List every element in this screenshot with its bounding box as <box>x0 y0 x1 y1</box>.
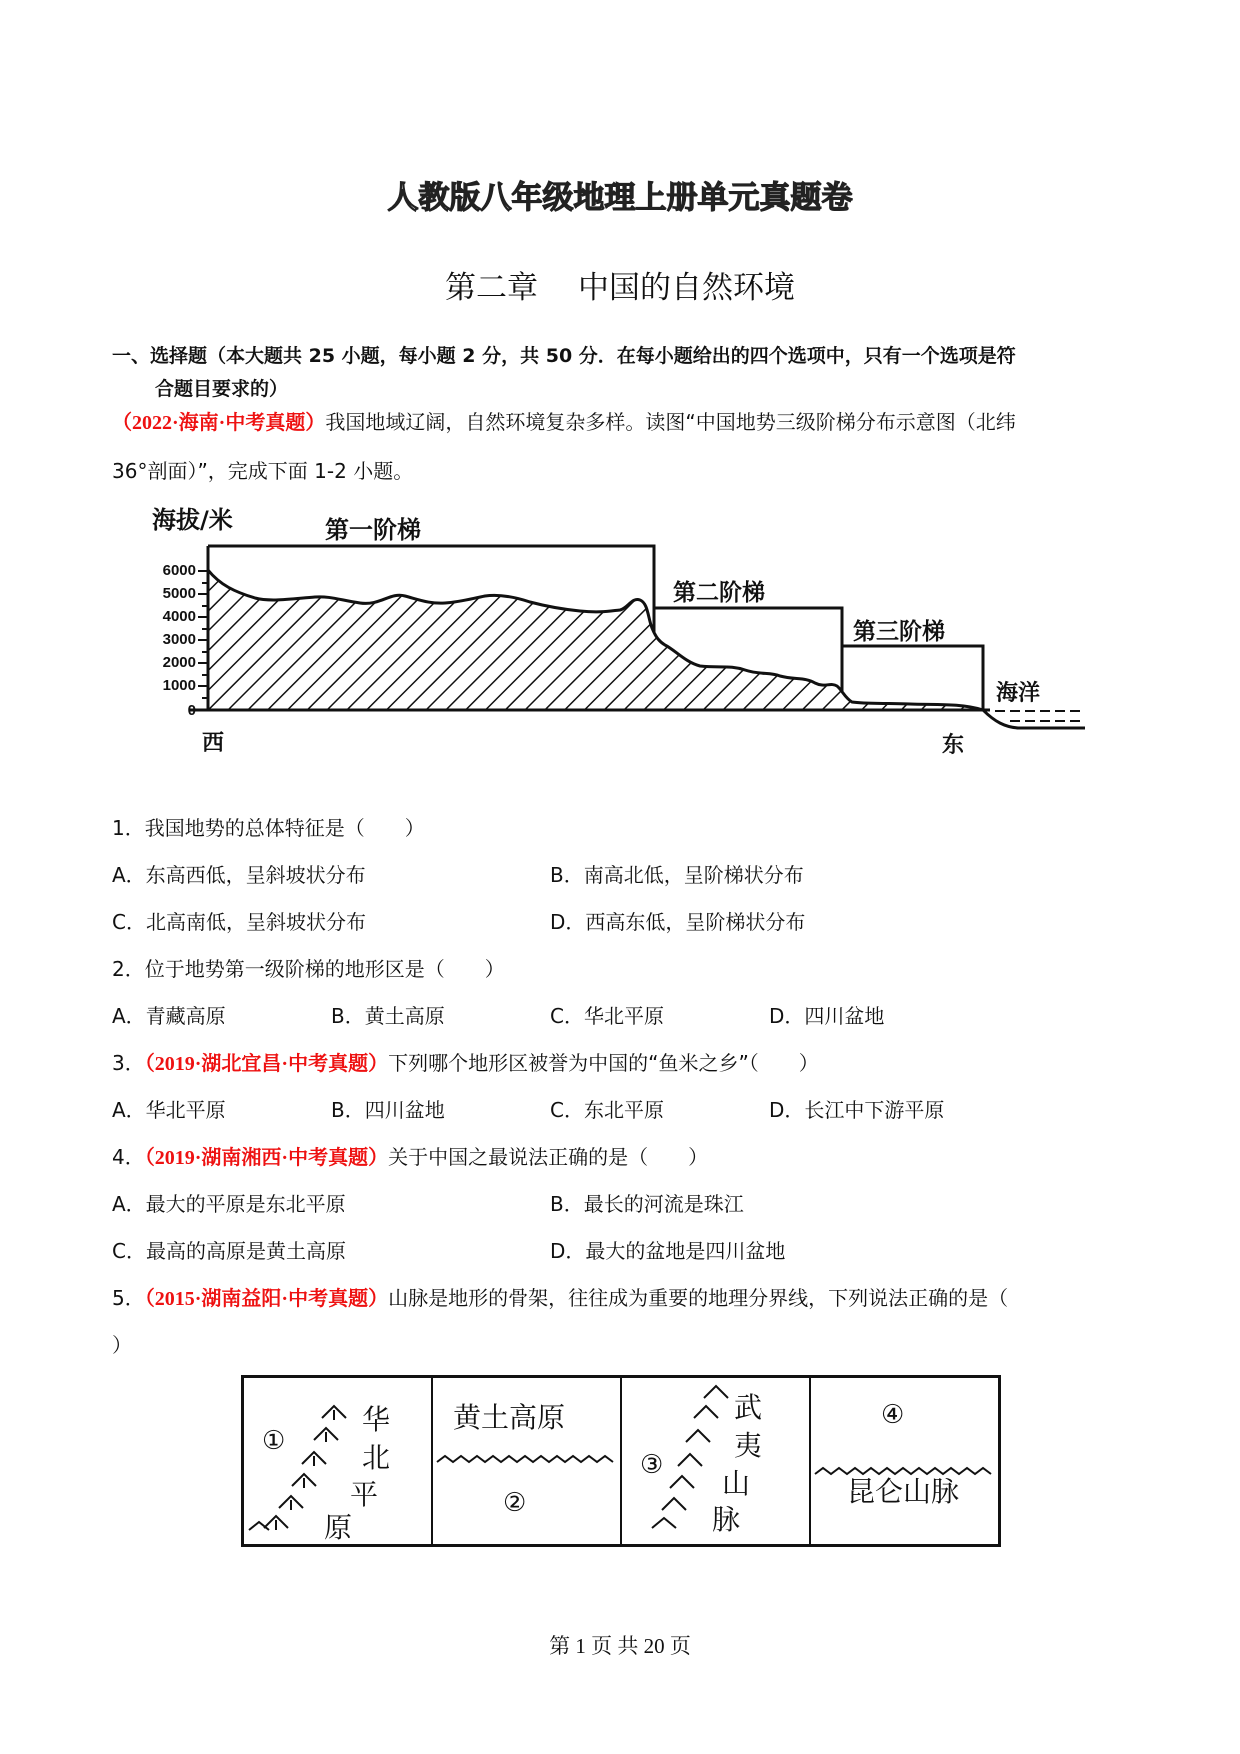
label-char: 山 <box>722 1467 751 1500</box>
q3-option-b[interactable]: B．四川盆地 <box>331 1098 445 1122</box>
east-label: 东 <box>942 733 965 758</box>
source-tag: （2015·湖南益阳·中考真题） <box>144 1288 389 1310</box>
marker-3: ③ <box>640 1450 664 1480</box>
marker-1: ① <box>262 1426 286 1456</box>
section-heading <box>112 340 1142 406</box>
question-number: 4． <box>112 1145 145 1169</box>
q1-option-d[interactable]: D．西高东低，呈阶梯状分布 <box>550 910 806 934</box>
intro-text: 我国地域辽阔，自然环境复杂多样。读图“中国地势三级阶梯分布示意图（北纬 <box>325 410 1016 434</box>
document-title: 人教版八年级地理上册单元真题卷 <box>387 180 853 216</box>
label-char: 脉 <box>712 1503 741 1536</box>
question-stem: 我国地势的总体特征是（ ） <box>144 816 425 840</box>
panel-1 <box>244 1378 433 1544</box>
question-stem: 关于中国之最说法正确的是（ ） <box>388 1145 709 1169</box>
question-stem: 位于地势第一级阶梯的地形区是（ ） <box>144 957 505 981</box>
q4-option-b[interactable]: B．最长的河流是珠江 <box>550 1192 744 1216</box>
label-char: 夷 <box>734 1429 763 1462</box>
q2-option-a[interactable]: A．青藏高原 <box>112 1004 226 1028</box>
q4-option-c[interactable]: C．最高的高原是黄土高原 <box>112 1239 346 1263</box>
question-5 <box>112 1284 1142 1313</box>
step-2-label: 第二阶梯 <box>673 580 765 606</box>
chapter-name: 中国的自然环境 <box>578 270 795 306</box>
question-group-intro <box>112 398 1142 495</box>
y-tick-6000: 6000 <box>162 562 196 579</box>
terrain-profile-diagram <box>140 500 1100 760</box>
chapter-title <box>0 262 1240 307</box>
q2-option-c[interactable]: C．华北平原 <box>550 1004 664 1028</box>
question-stem: 山脉是地形的骨架，往往成为重要的地理分界线，下列说法正确的是（ <box>388 1286 1009 1310</box>
marker-2: ② <box>503 1488 527 1518</box>
q4-option-a[interactable]: A．最大的平原是东北平原 <box>112 1192 346 1216</box>
mountain-label: 昆仑山脉 <box>847 1475 960 1508</box>
panel-4 <box>811 1378 998 1544</box>
q3-option-a[interactable]: A．华北平原 <box>112 1098 226 1122</box>
ocean-label: 海洋 <box>996 681 1041 706</box>
y-tick-1000: 1000 <box>162 677 196 694</box>
source-tag: （2019·湖北宜昌·中考真题） <box>144 1053 389 1075</box>
plateau-label: 黄土高原 <box>453 1401 566 1434</box>
question-number: 2． <box>112 957 145 981</box>
mountain-range-icon <box>433 1450 623 1470</box>
label-char: 武 <box>734 1391 763 1424</box>
intro-text-cont: 36°剖面）”，完成下面 1-2 小题。 <box>112 459 414 483</box>
question-1 <box>112 814 425 842</box>
label-char: 平 <box>350 1478 379 1511</box>
label-char: 北 <box>362 1441 391 1474</box>
question-4 <box>112 1143 708 1172</box>
step-3-label: 第三阶梯 <box>853 619 945 645</box>
step-1-label: 第一阶梯 <box>325 516 421 544</box>
q1-option-b[interactable]: B．南高北低，呈阶梯状分布 <box>550 863 804 887</box>
y-axis-label: 海拔/米 <box>152 506 233 534</box>
q2-option-b[interactable]: B．黄土高原 <box>331 1004 445 1028</box>
q3-option-d[interactable]: D．长江中下游平原 <box>769 1098 945 1122</box>
y-tick-3000: 3000 <box>162 631 196 648</box>
page-footer: 第 1 页 共 20 页 <box>549 1634 691 1658</box>
q3-option-c[interactable]: C．东北平原 <box>550 1098 664 1122</box>
label-char: 华 <box>362 1403 391 1436</box>
question-2 <box>112 955 505 983</box>
y-tick-0: 0 <box>187 702 196 719</box>
section-heading-line2: 合题目要求的） <box>155 378 289 400</box>
question-stem: 下列哪个地形区被誉为中国的“鱼米之乡”（ ） <box>388 1051 819 1075</box>
terrain-profile-figure <box>140 500 1100 760</box>
section-heading-line1: 一、选择题（本大题共 25 小题，每小题 2 分，共 50 分．在每小题给出的四个选项中，只有一个选项是符 <box>112 345 1016 367</box>
panel-2 <box>433 1378 622 1544</box>
question-number: 3． <box>112 1051 145 1075</box>
question-5-stem-cont: ） <box>112 1333 132 1357</box>
y-tick-5000: 5000 <box>162 585 196 602</box>
q2-option-d[interactable]: D．四川盆地 <box>769 1004 885 1028</box>
q1-option-c[interactable]: C．北高南低，呈斜坡状分布 <box>112 910 366 934</box>
label-char: 原 <box>324 1511 353 1544</box>
chapter-number: 第二章 <box>445 270 538 306</box>
y-tick-4000: 4000 <box>162 608 196 625</box>
source-tag: （2022·海南·中考真题） <box>112 412 326 434</box>
question-number: 1． <box>112 816 145 840</box>
source-tag: （2019·湖南湘西·中考真题） <box>144 1147 389 1169</box>
question-number: 5． <box>112 1286 145 1310</box>
west-label: 西 <box>202 731 225 756</box>
mountain-panels-figure <box>241 1375 1001 1547</box>
y-tick-2000: 2000 <box>162 654 196 671</box>
q1-option-a[interactable]: A．东高西低，呈斜坡状分布 <box>112 863 366 887</box>
panel-3 <box>622 1378 811 1544</box>
marker-4: ④ <box>881 1400 905 1430</box>
question-3 <box>112 1049 819 1078</box>
q4-option-d[interactable]: D．最大的盆地是四川盆地 <box>550 1239 786 1263</box>
